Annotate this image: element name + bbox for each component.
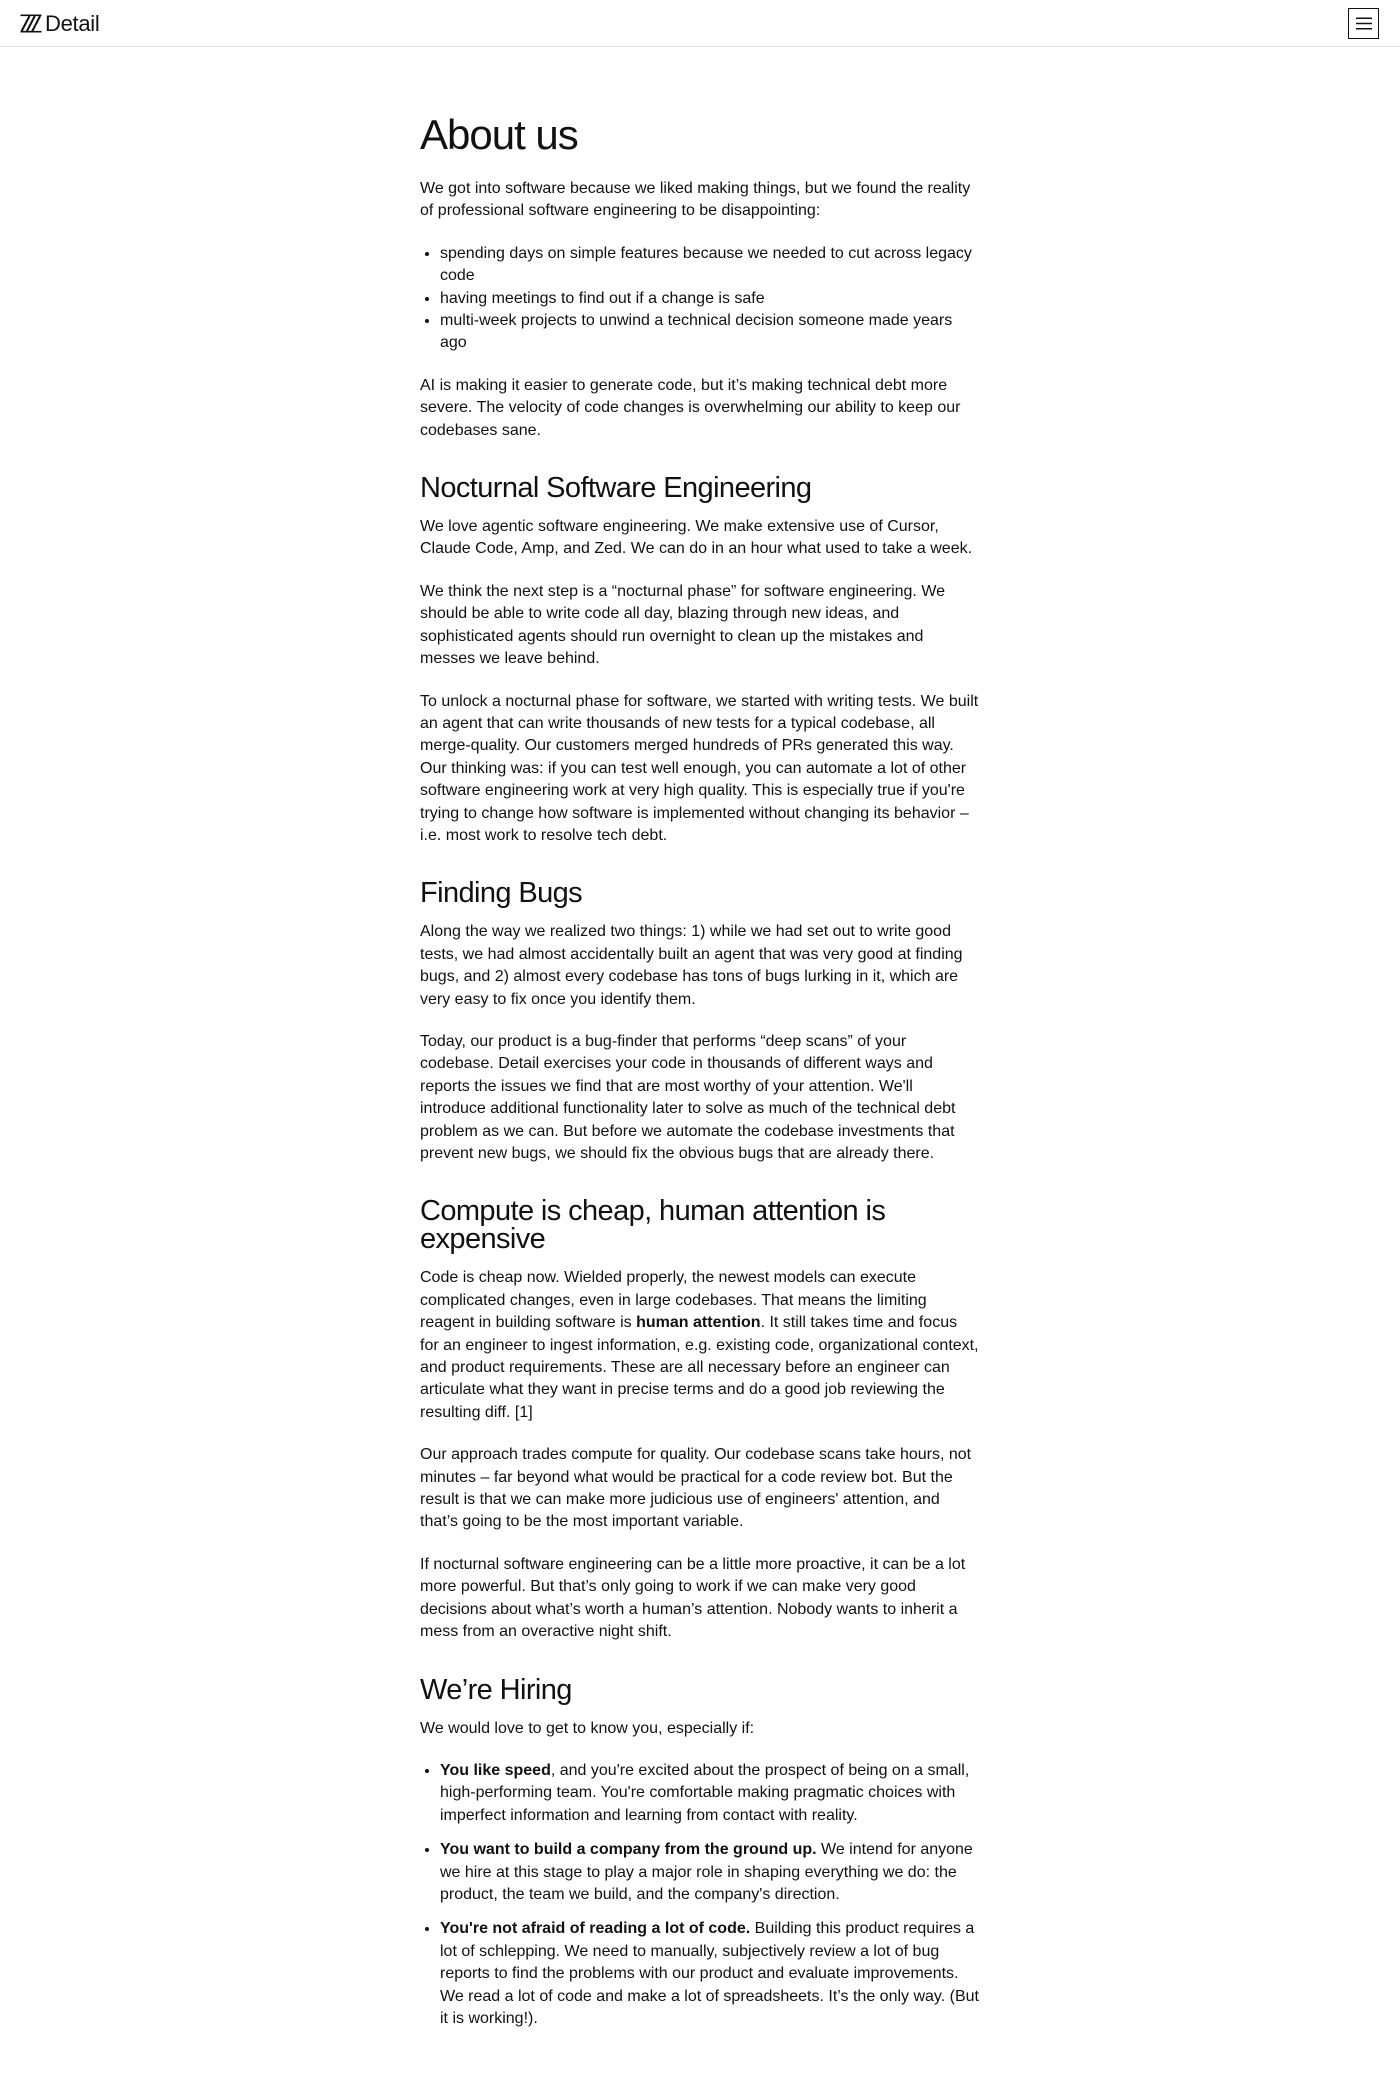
text-run: Code is cheap now. Wielded properly, the newest models can execute complicated changes, even in large codebases. That means the limiting reagent in building software is — [420, 1269, 927, 1332]
list-item-lead: You want to build a company from the ground up. — [440, 1841, 817, 1859]
page-title: About us — [420, 111, 578, 158]
paragraph: To unlock a nocturnal phase for software, we started with writing tests. We built an agent that can write thousands of new tests for a typical codebase, all merge-quality. Our customers merged hundreds of PRs generated this way. Our thinking was: if you can test well enough, you can automate a lot of other software engineering work at very high quality. This is especially true if you're trying to change how software is implemented without changing its behavior – i.e. most work to resolve tech debt. — [420, 692, 979, 844]
list-item-lead: You like speed — [440, 1761, 551, 1779]
pain-points-list — [420, 243, 980, 355]
hiring-intro: We would love to get to know you, especially if: — [420, 1719, 755, 1737]
hamburger-icon — [1356, 17, 1372, 30]
section-heading-hiring: We’re Hiring — [420, 1673, 572, 1706]
hiring-criteria-list — [420, 1760, 980, 2030]
section-heading-compute: Compute is cheap, human attention is expensive — [420, 1195, 886, 1256]
paragraph: Our approach trades compute for quality. Our codebase scans take hours, not minutes – far beyond what would be practical for a code review bot. But the result is that we can make more judicious use of engineers' attention, and that’s going to be the most important variable. — [420, 1446, 972, 1531]
section-heading-finding-bugs: Finding Bugs — [420, 877, 583, 910]
paragraph: If nocturnal software engineering can be a little more proactive, it can be a lot more powerful. But that’s only going to work if we can make very good decisions about what’s worth a human’s attention. Nobody wants to inherit a mess from an overactive night shift. — [420, 1555, 966, 1641]
list-item: • spending days on simple features because we needed to cut across legacy code — [440, 243, 980, 288]
paragraph — [420, 1267, 980, 1424]
list-item-text: Building this product requires a lot of schlepping. We need to manually, subjectively review a lot of bug reports to find the problems with our product and evaluate improvements. We read a lot of code and make a lot of spreadsheets. It’s the only way. (But it is working!). — [440, 1920, 979, 2027]
logo-text: Detail — [45, 11, 100, 36]
detail-logo-link[interactable] — [20, 11, 99, 36]
list-item: • multi-week projects to unwind a technical decision someone made years ago — [440, 310, 980, 355]
paragraph: Along the way we realized two things: 1) while we had set out to write good tests, we had almost accidentally built an agent that was very good at finding bugs, and 2) almost every codebase has tons of bugs lurking in it, which are very easy to fix once you identify them. — [420, 923, 963, 1008]
list-item-text: We intend for anyone we hire at this stage to play a major role in shaping everything we do: the product, the team we build, and the company's direction. — [440, 1841, 973, 1903]
intro-paragraph: We got into software because we liked making things, but we found the reality of professional software engineering to be disappointing: — [420, 180, 971, 220]
menu-button[interactable] — [1348, 8, 1379, 39]
paragraph: Today, our product is a bug-finder that performs “deep scans” of your codebase. Detail exercises your code in thousands of different ways and reports the issues we find that are most worthy of your attention. We'll introduce additional functionality later to solve as much of the technical debt problem as we can. But before we automate the codebase investments that prevent new bugs, we should fix the obvious bugs that are already there. — [420, 1032, 956, 1162]
section-heading-nocturnal: Nocturnal Software Engineering — [420, 472, 812, 505]
emphasis-human-attention: human attention — [636, 1314, 761, 1332]
text-run: . It still takes time and focus for an engineer to ingest information, e.g. existing code, organizational context, and product requirements. These are all necessary before an engineer can articulate what they want in precise terms and do a good job reviewing the resulting diff. [1] — [420, 1314, 979, 1421]
list-item — [440, 1839, 980, 1906]
about-article — [420, 110, 980, 2050]
list-item — [440, 1760, 980, 1827]
detail-logo-icon — [20, 14, 42, 33]
ai-paragraph: AI is making it easier to generate code, but it’s making technical debt more severe. The velocity of code changes is overwhelming our ability to keep our codebases sane. — [420, 376, 961, 439]
top-navigation-bar — [0, 0, 1400, 47]
list-item-lead: You're not afraid of reading a lot of code. — [440, 1920, 751, 1938]
list-item — [440, 1918, 980, 2030]
list-item-text: , and you're excited about the prospect of being on a small, high-performing team. You're comfortable making pragmatic choices with imperfect information and learning from contact with reality. — [440, 1761, 970, 1824]
list-item: • having meetings to find out if a change is safe — [440, 288, 980, 310]
paragraph: We love agentic software engineering. We make extensive use of Cursor, Claude Code, Amp, and Zed. We can do in an hour what used to take a week. — [420, 518, 973, 558]
paragraph: We think the next step is a “nocturnal phase” for software engineering. We should be able to write code all day, blazing through new ideas, and sophisticated agents should run overnight to clean up the mistakes and messes we leave behind. — [420, 582, 946, 668]
